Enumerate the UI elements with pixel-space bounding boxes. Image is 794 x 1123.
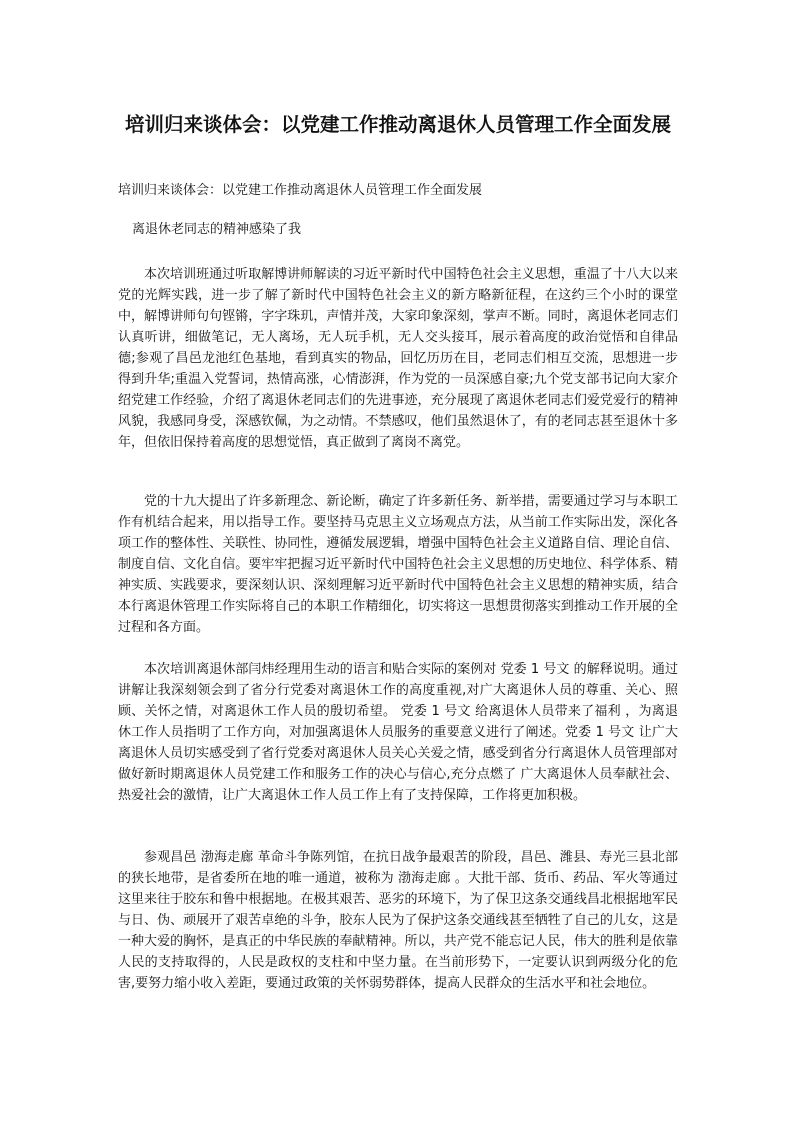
- document-subtitle: 培训归来谈体会：以党建工作推动离退休人员管理工作全面发展: [118, 183, 483, 198]
- body-paragraph-3: 本次培训离退休部闫炜经理用生动的语言和贴合实际的案例对 党委 1 号文 的解释说明。通过讲解让我深刻领会到了省分行党委对离退休工作的高度重视,对广大离退休人员的尊重、关心、照顾、关怀之情，对离退休工作人员的殷切希望。 党委 1 号文 给离退休人员带来了福利 ，为离退休工作人员指明了工作方向，对加强离退休人员服务的重要意义进行了阐述。党委 1 号文 让广大离退休人员切实感受到了省行党委对离退休人员关心关爱之情，感受到省分行离退休人员管理部对做好新时期离退休人员党建工作和服务工作的决心与信心,充分点燃了 广大离退休人员奉献社会、热爱社会的激情，让广大离退休工作人员工作上有了支持保障，工作将更加积极。: [118, 662, 678, 803]
- document-title: 培训归来谈体会：以党建工作推动离退休人员管理工作全面发展: [124, 113, 671, 136]
- body-paragraph-1: 本次培训班通过听取解博讲师解读的习近平新时代中国特色社会主义思想，重温了十八大以来党的光辉实践，进一步了解了新时代中国特色社会主义的新方略新征程，在这约三个小时的课堂中，解博讲师句句铿锵，字字珠玑，声情并茂，大家印象深刻，掌声不断。同时，离退休老同志们认真听讲，细做笔记，无人离场，无人玩手机，无人交头接耳，展示着高度的政治觉悟和自律品德;参观了昌邑龙池红色基地，看到真实的物品，回忆历历在目，老同志们相互交流，思想进一步得到升华;重温入党誓词，热情高涨，心情澎湃，作为党的一员深感自豪;九个党支部书记向大家介绍党建工作经验，介绍了离退休老同志们的先进事迹，充分展现了离退休老同志们爱党爱行的精神风貌，我感同身受，深感钦佩，为之动情。不禁感叹，他们虽然退休了，有的老同志甚至退休十多年，但依旧保持着高度的思想觉悟，真正做到了离岗不离党。: [118, 267, 678, 450]
- body-paragraph-2: 党的十九大提出了许多新理念、新论断，确定了许多新任务、新举措，需要通过学习与本职工作有机结合起来，用以指导工作。要坚持马克思主义立场观点方法，从当前工作实际出发，深化各项工作的整体性、关联性、协同性，遵循发展逻辑，增强中国特色社会主义道路自信、理论自信、制度自信、文化自信。要牢牢把握习近平新时代中国特色社会主义思想的历史地位、科学体系、精神实质、实践要求，要深刻认识、深刻理解习近平新时代中国特色社会主义思想的精神实质，结合本行离退休管理工作实际将自己的本职工作精细化，切实将这一思想贯彻落实到推动工作开展的全过程和各方面。: [118, 494, 678, 635]
- section-heading: 离退休老同志的精神感染了我: [132, 222, 302, 237]
- body-paragraph-4: 参观昌邑 渤海走廊 革命斗争陈列馆，在抗日战争最艰苦的阶段，昌邑、潍县、寿光三县北部的狭长地带，是省委所在地的唯一通道，被称为 渤海走廊 。大批干部、货币、药品、军火等通过这里来往于胶东和鲁中根据地。在极其艰苦、恶劣的环境下，为了保卫这条交通线昌北根据地军民与日、伪、顽展开了艰苦卓绝的斗争，胶东人民为了保护这条交通线甚至牺牲了自己的儿女，这是一种大爱的胸怀，是真正的中华民族的奉献精神。所以，共产党不能忘记人民，伟大的胜利是依靠人民的支持取得的，人民是政权的支柱和中坚力量。在当前形势下，一定要认识到两级分化的危害,要努力缩小收入差距，要通过政策的关怀弱势群体，提高人民群众的生活水平和社会地位。: [118, 850, 678, 991]
